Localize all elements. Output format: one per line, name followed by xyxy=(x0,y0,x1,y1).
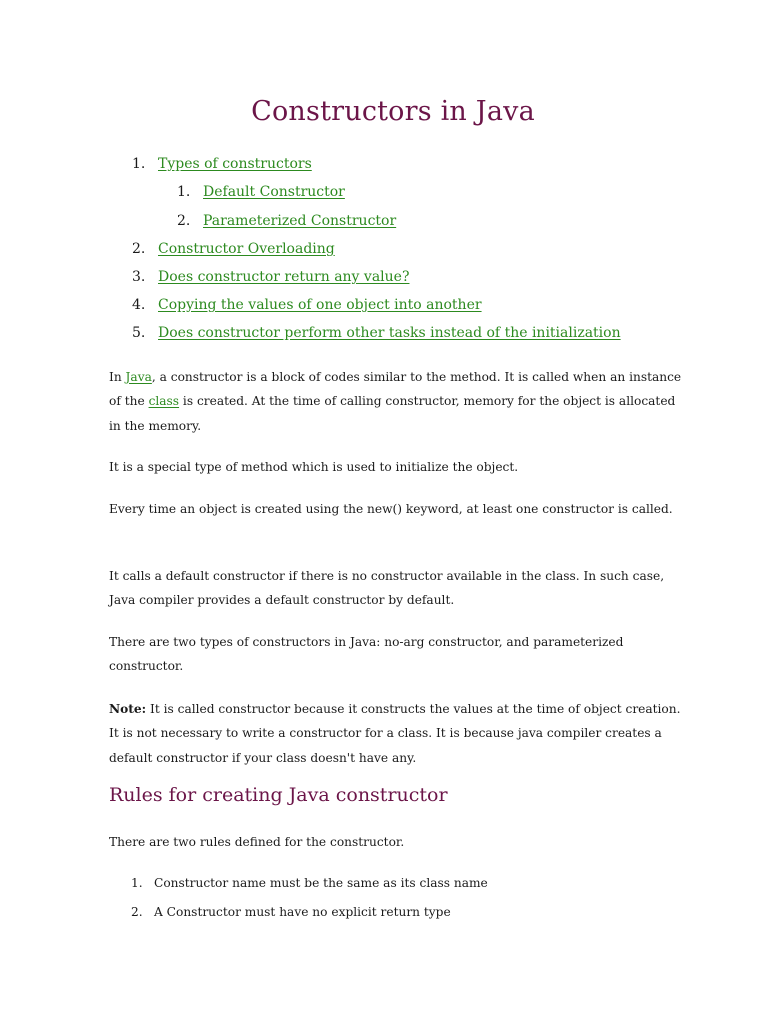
toc-item-parameterized-constructor xyxy=(177,213,396,229)
paragraph-default-constructor: It calls a default constructor if there is no constructor available in the class. In such case, Java compiler provides a default constructor by default. xyxy=(109,569,665,608)
note-paragraph xyxy=(109,697,689,770)
paragraph-special-method: It is a special type of method which is used to initialize the object. xyxy=(109,460,519,474)
rule-text: A Constructor must have no explicit return type xyxy=(154,905,451,919)
toc-link-default-constructor[interactable]: Default Constructor xyxy=(203,184,345,200)
page-title: Constructors in Java xyxy=(251,96,535,127)
intro-prefix: In xyxy=(109,370,126,384)
toc-number: 3. xyxy=(132,269,146,285)
rule-text: Constructor name must be the same as its class name xyxy=(154,876,488,890)
intro-paragraph xyxy=(109,365,689,438)
rule-number: 2. xyxy=(131,905,143,919)
toc-item-copying-values xyxy=(132,297,482,313)
toc-item-constructor-overloading xyxy=(132,241,335,257)
toc-link-constructor-return-value[interactable]: Does constructor return any value? xyxy=(158,269,410,285)
rule-item xyxy=(131,876,488,890)
toc-number: 1. xyxy=(132,156,146,172)
class-link[interactable]: class xyxy=(148,394,180,409)
note-label: Note: xyxy=(109,702,147,716)
toc-item-other-tasks xyxy=(132,325,621,341)
paragraph-two-types: There are two types of constructors in Java: no-arg constructor, and parameterized constructor. xyxy=(109,635,624,674)
rule-number: 1. xyxy=(131,876,143,890)
rule-item xyxy=(131,905,451,919)
toc-link-types-of-constructors[interactable]: Types of constructors xyxy=(158,156,312,172)
toc-number: 2. xyxy=(177,213,191,229)
intro-middle: , a constructor is a block of codes similar to the method. It is called when an instance of the xyxy=(109,370,682,409)
toc-item-constructor-return-value xyxy=(132,269,409,285)
toc-link-copying-values[interactable]: Copying the values of one object into another xyxy=(158,297,482,313)
toc-number: 1. xyxy=(177,184,191,200)
note-text: It is called constructor because it constructs the values at the time of object creation. It is not necessary to write a constructor for a class. It is because java compiler creates a default constructor if your class doesn't have any. xyxy=(109,702,681,765)
toc-link-constructor-overloading[interactable]: Constructor Overloading xyxy=(158,241,335,257)
rules-heading: Rules for creating Java constructor xyxy=(109,784,448,806)
toc-item-default-constructor xyxy=(177,184,345,200)
paragraph-new-keyword: Every time an object is created using the new() keyword, at least one constructor is called. xyxy=(109,502,673,516)
toc-number: 4. xyxy=(132,297,146,313)
toc-number: 5. xyxy=(132,325,146,341)
toc-link-parameterized-constructor[interactable]: Parameterized Constructor xyxy=(203,213,397,229)
toc-item-types-of-constructors xyxy=(132,156,312,172)
rules-intro: There are two rules defined for the constructor. xyxy=(109,835,405,849)
java-link[interactable]: Java xyxy=(125,370,152,384)
intro-suffix: is created. At the time of calling constructor, memory for the object is allocated in the memory. xyxy=(109,394,676,433)
toc-link-other-tasks[interactable]: Does constructor perform other tasks instead of the initialization xyxy=(158,325,621,341)
toc-number: 2. xyxy=(132,241,146,257)
